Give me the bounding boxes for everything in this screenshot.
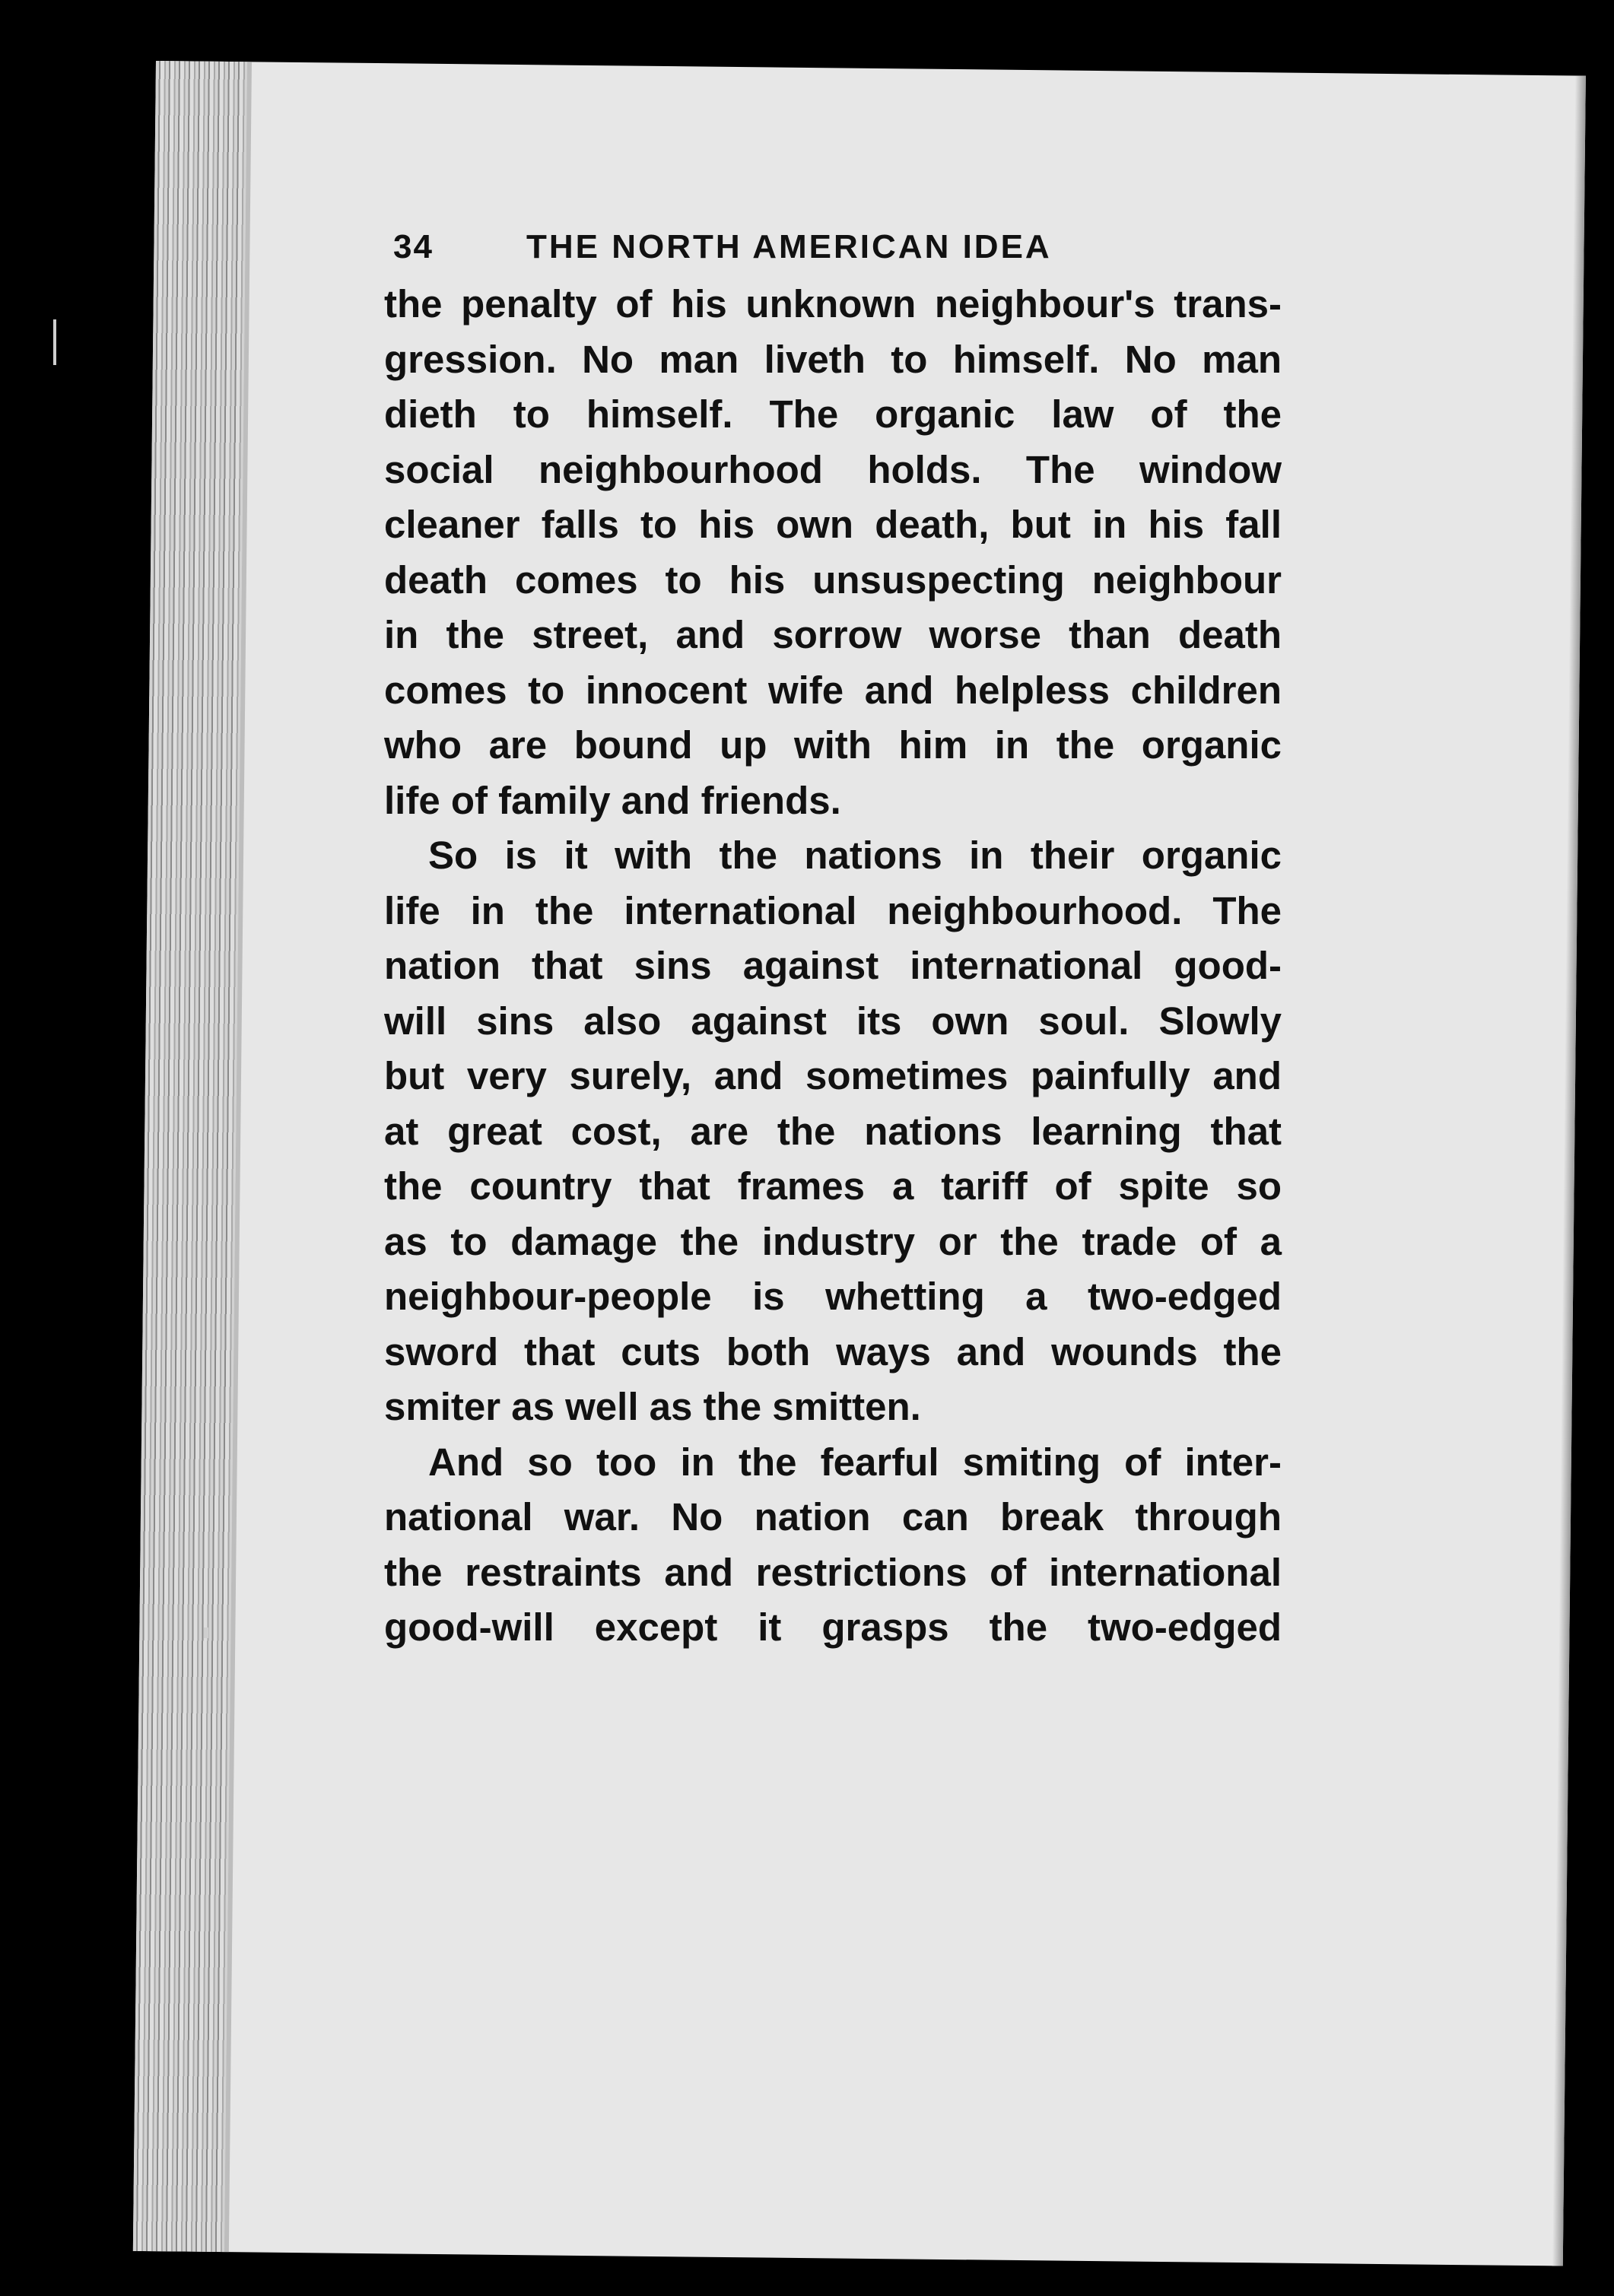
- text-line: death comes to his unsuspecting neighbour: [384, 557, 1282, 602]
- margin-mark: [53, 319, 56, 365]
- text-line: as to damage the industry or the trade of a: [384, 1219, 1282, 1263]
- paragraph: [384, 828, 1282, 1435]
- text-line: in the street, and sorrow worse than death: [384, 613, 1282, 656]
- text-line: neighbour-people is whetting a two-edged: [384, 1275, 1282, 1318]
- text-line: nation that sins against international good-: [384, 944, 1282, 987]
- running-head: [393, 228, 1282, 266]
- text-line: gression. No man liveth to himself. No man: [384, 337, 1282, 381]
- text-line: So is it with the nations in their organic: [428, 834, 1282, 877]
- text-line: who are bound up with him in the organic: [384, 723, 1282, 767]
- text-line: good-will except it grasps the two-edged: [384, 1605, 1282, 1649]
- page-edges: [133, 61, 247, 2252]
- page-content: [384, 228, 1282, 1656]
- text-line: comes to innocent wife and helpless children: [384, 668, 1282, 712]
- text-line: dieth to himself. The organic law of the: [384, 392, 1282, 436]
- text-line: but very surely, and sometimes painfully and: [384, 1054, 1282, 1097]
- page-shadow: [1552, 76, 1586, 2266]
- paragraph: [384, 277, 1282, 828]
- text-line: will sins also against its own soul. Slowly: [384, 999, 1282, 1043]
- page-number: 34: [393, 228, 434, 265]
- text-line: social neighbourhood holds. The window: [384, 447, 1282, 491]
- text-line: at great cost, are the nations learning that: [384, 1109, 1282, 1153]
- text-line: life in the international neighbourhood. The: [384, 888, 1282, 932]
- text-line: smiter as well as the smitten.: [384, 1385, 921, 1428]
- text-line: the country that frames a tariff of spite so: [384, 1164, 1282, 1208]
- text-line: the penalty of his unknown neighbour's trans-: [384, 282, 1282, 326]
- text-line: cleaner falls to his own death, but in his fall: [384, 503, 1282, 546]
- text-line: And so too in the fearful smiting of inter-: [428, 1440, 1282, 1484]
- text-line: national war. No nation can break through: [384, 1495, 1282, 1539]
- paragraph: [384, 1435, 1282, 1656]
- text-line: life of family and friends.: [384, 778, 841, 822]
- running-title: THE NORTH AMERICAN IDEA: [526, 228, 1052, 265]
- text-line: the restraints and restrictions of international: [384, 1550, 1282, 1594]
- text-line: sword that cuts both ways and wounds the: [384, 1329, 1282, 1373]
- margin-mark: [204, 1628, 208, 1638]
